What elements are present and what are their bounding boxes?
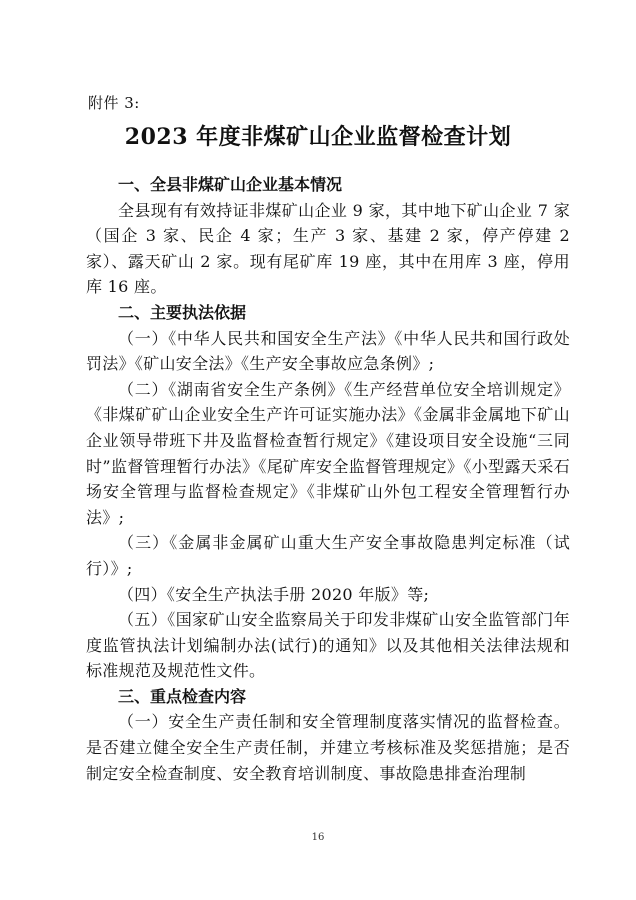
- page-number: 16: [311, 832, 325, 843]
- section-heading-basic-info: 一、全县非煤矿山企业基本情况: [118, 175, 343, 194]
- section-heading-key-inspection: 三、重点检查内容: [118, 686, 247, 706]
- section-heading-legal-basis: 二、主要执法依据: [118, 302, 247, 322]
- paragraph-basic-info: 全县现有有效持证非煤矿山企业 9 家，其中地下矿山企业 7 家（国企 3 家、民企 4 家；生产 3 家、基建 2 家，停产停建 2 家）、露天矿山 2 家。现有尾矿库 19 座，其中在用库 3 座，停用库 16 座。: [86, 200, 570, 297]
- attachment-label: 附件 3:: [88, 94, 140, 112]
- paragraph-legal-basis-3: （三）《金属非金属矿山重大生产安全事故隐患判定标准（试行）》;: [86, 533, 570, 578]
- paragraph-legal-basis-4: （四）《安全生产执法手册 2020 年版》等;: [118, 584, 430, 604]
- document-body: [86, 172, 570, 786]
- paragraph-legal-basis-1: （一）《中华人民共和国安全生产法》《中华人民共和国行政处罚法》《矿山安全法》《生产安全事故应急条例》;: [86, 328, 570, 374]
- paragraph-key-inspection-1: （一）安全生产责任制和安全管理制度落实情况的监督检查。是否建立健全安全生产责任制，并建立考核标准及奖惩措施；是否制定安全检查制度、安全教育培训制度、事故隐患排查治理制: [86, 712, 570, 783]
- paragraph-legal-basis-5: （五）《国家矿山安全监察局关于印发非煤矿山安全监管部门年度监管执法计划编制办法(试行)的通知》以及其他相关法律法规和标准规范及规范性文件。: [86, 610, 570, 681]
- paragraph-legal-basis-2: （二）《湖南省安全生产条例》《生产经营单位安全培训规定》《非煤矿矿山企业安全生产许可证实施办法》《金属非金属地下矿山企业领导带班下井及监督检查暂行规定》《建设项目安全设施“三同时”监督管理暂行办法》《尾矿库安全监督管理规定》《小型露天采石场安全管理与监督检查规定》《非煤矿山外包工程安全管理暂行办法》;: [86, 379, 570, 527]
- document-title: 2023 年度非煤矿山企业监督检查计划: [124, 124, 512, 150]
